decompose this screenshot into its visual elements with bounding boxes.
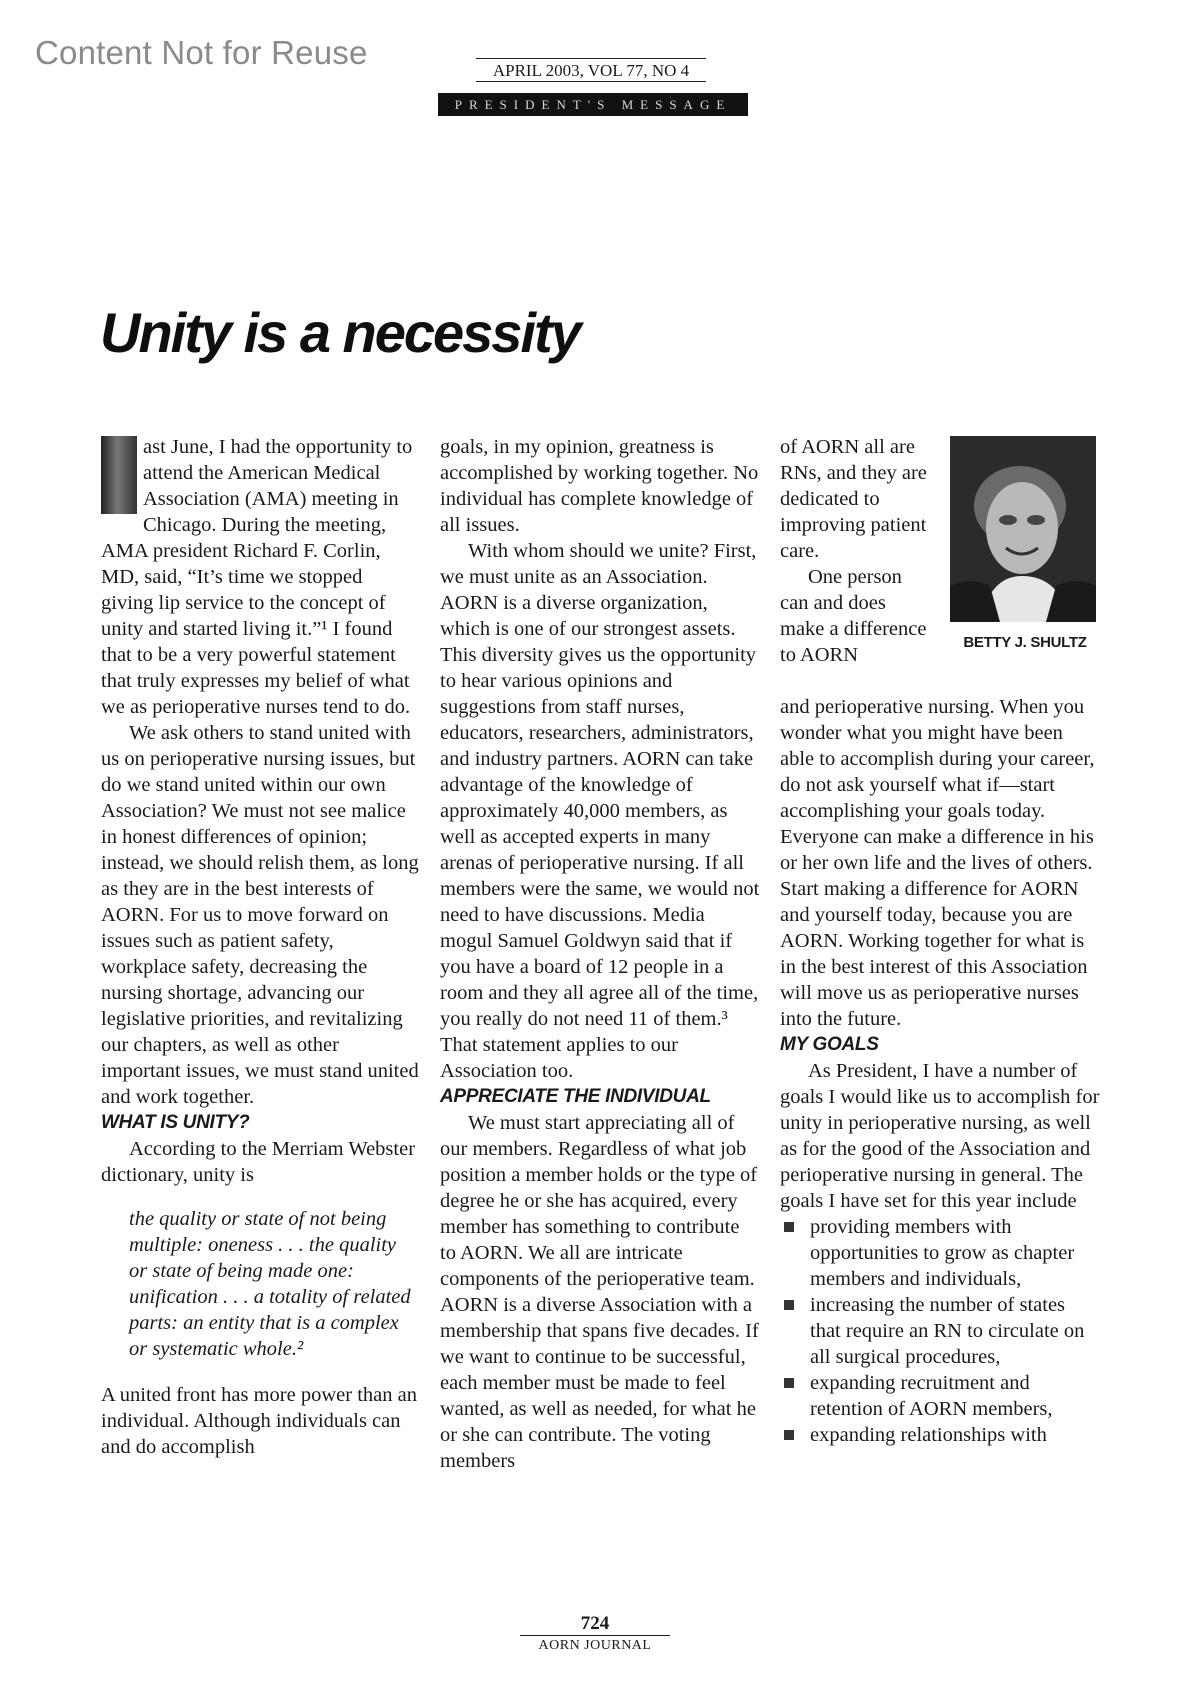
goals-list [780,1214,1100,1448]
drop-cap [101,436,137,514]
author-photo [950,436,1096,622]
column-1 [101,434,419,1460]
paragraph: We ask others to stand united with us on perioperative nursing issues, but do we stand united within our own Association? We must not see malice in honest differences of opinion; instead, we should relish them, as long as they are in the best interests of AORN. For us to move forward on issues such as patient safety, workplace safety, decreasing the nursing shortage, advancing our legislative priorities, and revitalizing our chapters, as well as other important issues, we must stand united and work together. [101,722,419,1108]
paragraph: One person can and does make a difference to AORN [780,566,927,666]
article-title: Unity is a necessity [100,301,580,364]
goal-item: providing members with opportunities to grow as chapter members and individuals, [780,1214,1100,1292]
issue-line: APRIL 2003, VOL 77, NO 4 [476,58,706,82]
paragraph: of AORN all are RNs, and they are dedicated to improving patient care. [780,436,927,562]
subhead-what-is-unity: WHAT IS UNITY? [101,1112,250,1133]
page-number: 724 [520,1613,670,1636]
goal-item: expanding recruitment and retention of AORN members, [780,1370,1100,1422]
column-2 [440,434,760,1474]
column-3-top [780,434,930,668]
journal-name: AORN JOURNAL [538,1638,652,1653]
paragraph: As President, I have a number of goals I would like us to accomplish for unity in perioperative nursing, as well as for the good of the Association and perioperative nursing in general. The goals I have set for this year include [780,1060,1100,1212]
photo-caption: BETTY J. SHULTZ [963,634,1087,651]
portrait-image [950,436,1096,622]
goal-item: expanding relationships with [780,1422,1100,1448]
dictionary-quote: the quality or state of not being multiple: oneness . . . the quality or state of being made one: unification . . . a totality of related parts: an entity that is a complex or systematic whole.² [129,1208,411,1360]
paragraph: A united front has more power than an individual. Although individuals can and do accomplish [101,1384,417,1458]
column-3-bottom [780,694,1100,1448]
paragraph: According to the Merriam Webster dictionary, unity is [101,1138,416,1186]
paragraph: ast June, I had the opportunity to attend the American Medical Association (AMA) meeting in Chicago. During the meeting, AMA president Richard F. Corlin, MD, said, “It’s time we stopped giving lip service to the concept of unity and started living it.”¹ I found that to be a very powerful statement that truly expresses my belief of what we as perioperative nurses tend to do. [101,436,413,718]
subhead-appreciate-individual: APPRECIATE THE INDIVIDUAL [440,1086,711,1107]
paragraph: and perioperative nursing. When you wonder what you might have been able to accomplish during your career, do not ask yourself what if—start accomplishing your goals today. Everyone can make a difference in his or her own life and the lives of others. Start making a difference for AORN and yourself today, because you are AORN. Working together for what is in the best interest of this Association will move us as perioperative nurses into the future. [780,696,1095,1030]
subhead-my-goals: MY GOALS [780,1034,879,1055]
paragraph: With whom should we unite? First, we must unite as an Association. AORN is a diverse organization, which is one of our strongest assets. This diversity gives us the opportunity to hear various opinions and suggestions from staff nurses, educators, researchers, administrators, and industry partners. AORN can take advantage of the knowledge of approximately 40,000 members, as well as accepted experts in many arenas of perioperative nursing. If all members were the same, we would not need to have discussions. Media mogul Samuel Goldwyn said that if you have a board of 12 people in a room and they all agree all of the time, you really do not need 11 of them.³ That statement applies to our Association too. [440,540,760,1082]
section-banner: PRESIDENT'S MESSAGE [438,93,748,116]
goal-item: increasing the number of states that require an RN to circulate on all surgical procedures, [780,1292,1100,1370]
paragraph: We must start appreciating all of our members. Regardless of what job position a member holds or the type of degree he or she has acquired, every member has something to contribute to AORN. We all are intricate components of the perioperative team. AORN is a diverse Association with a membership that spans five decades. If we want to continue to be successful, each member must be made to feel wanted, as well as needed, for what he or she can contribute. The voting members [440,1112,759,1472]
watermark: Content Not for Reuse [35,34,368,71]
paragraph: goals, in my opinion, greatness is accomplished by working together. No individual has complete knowledge of all issues. [440,436,759,536]
